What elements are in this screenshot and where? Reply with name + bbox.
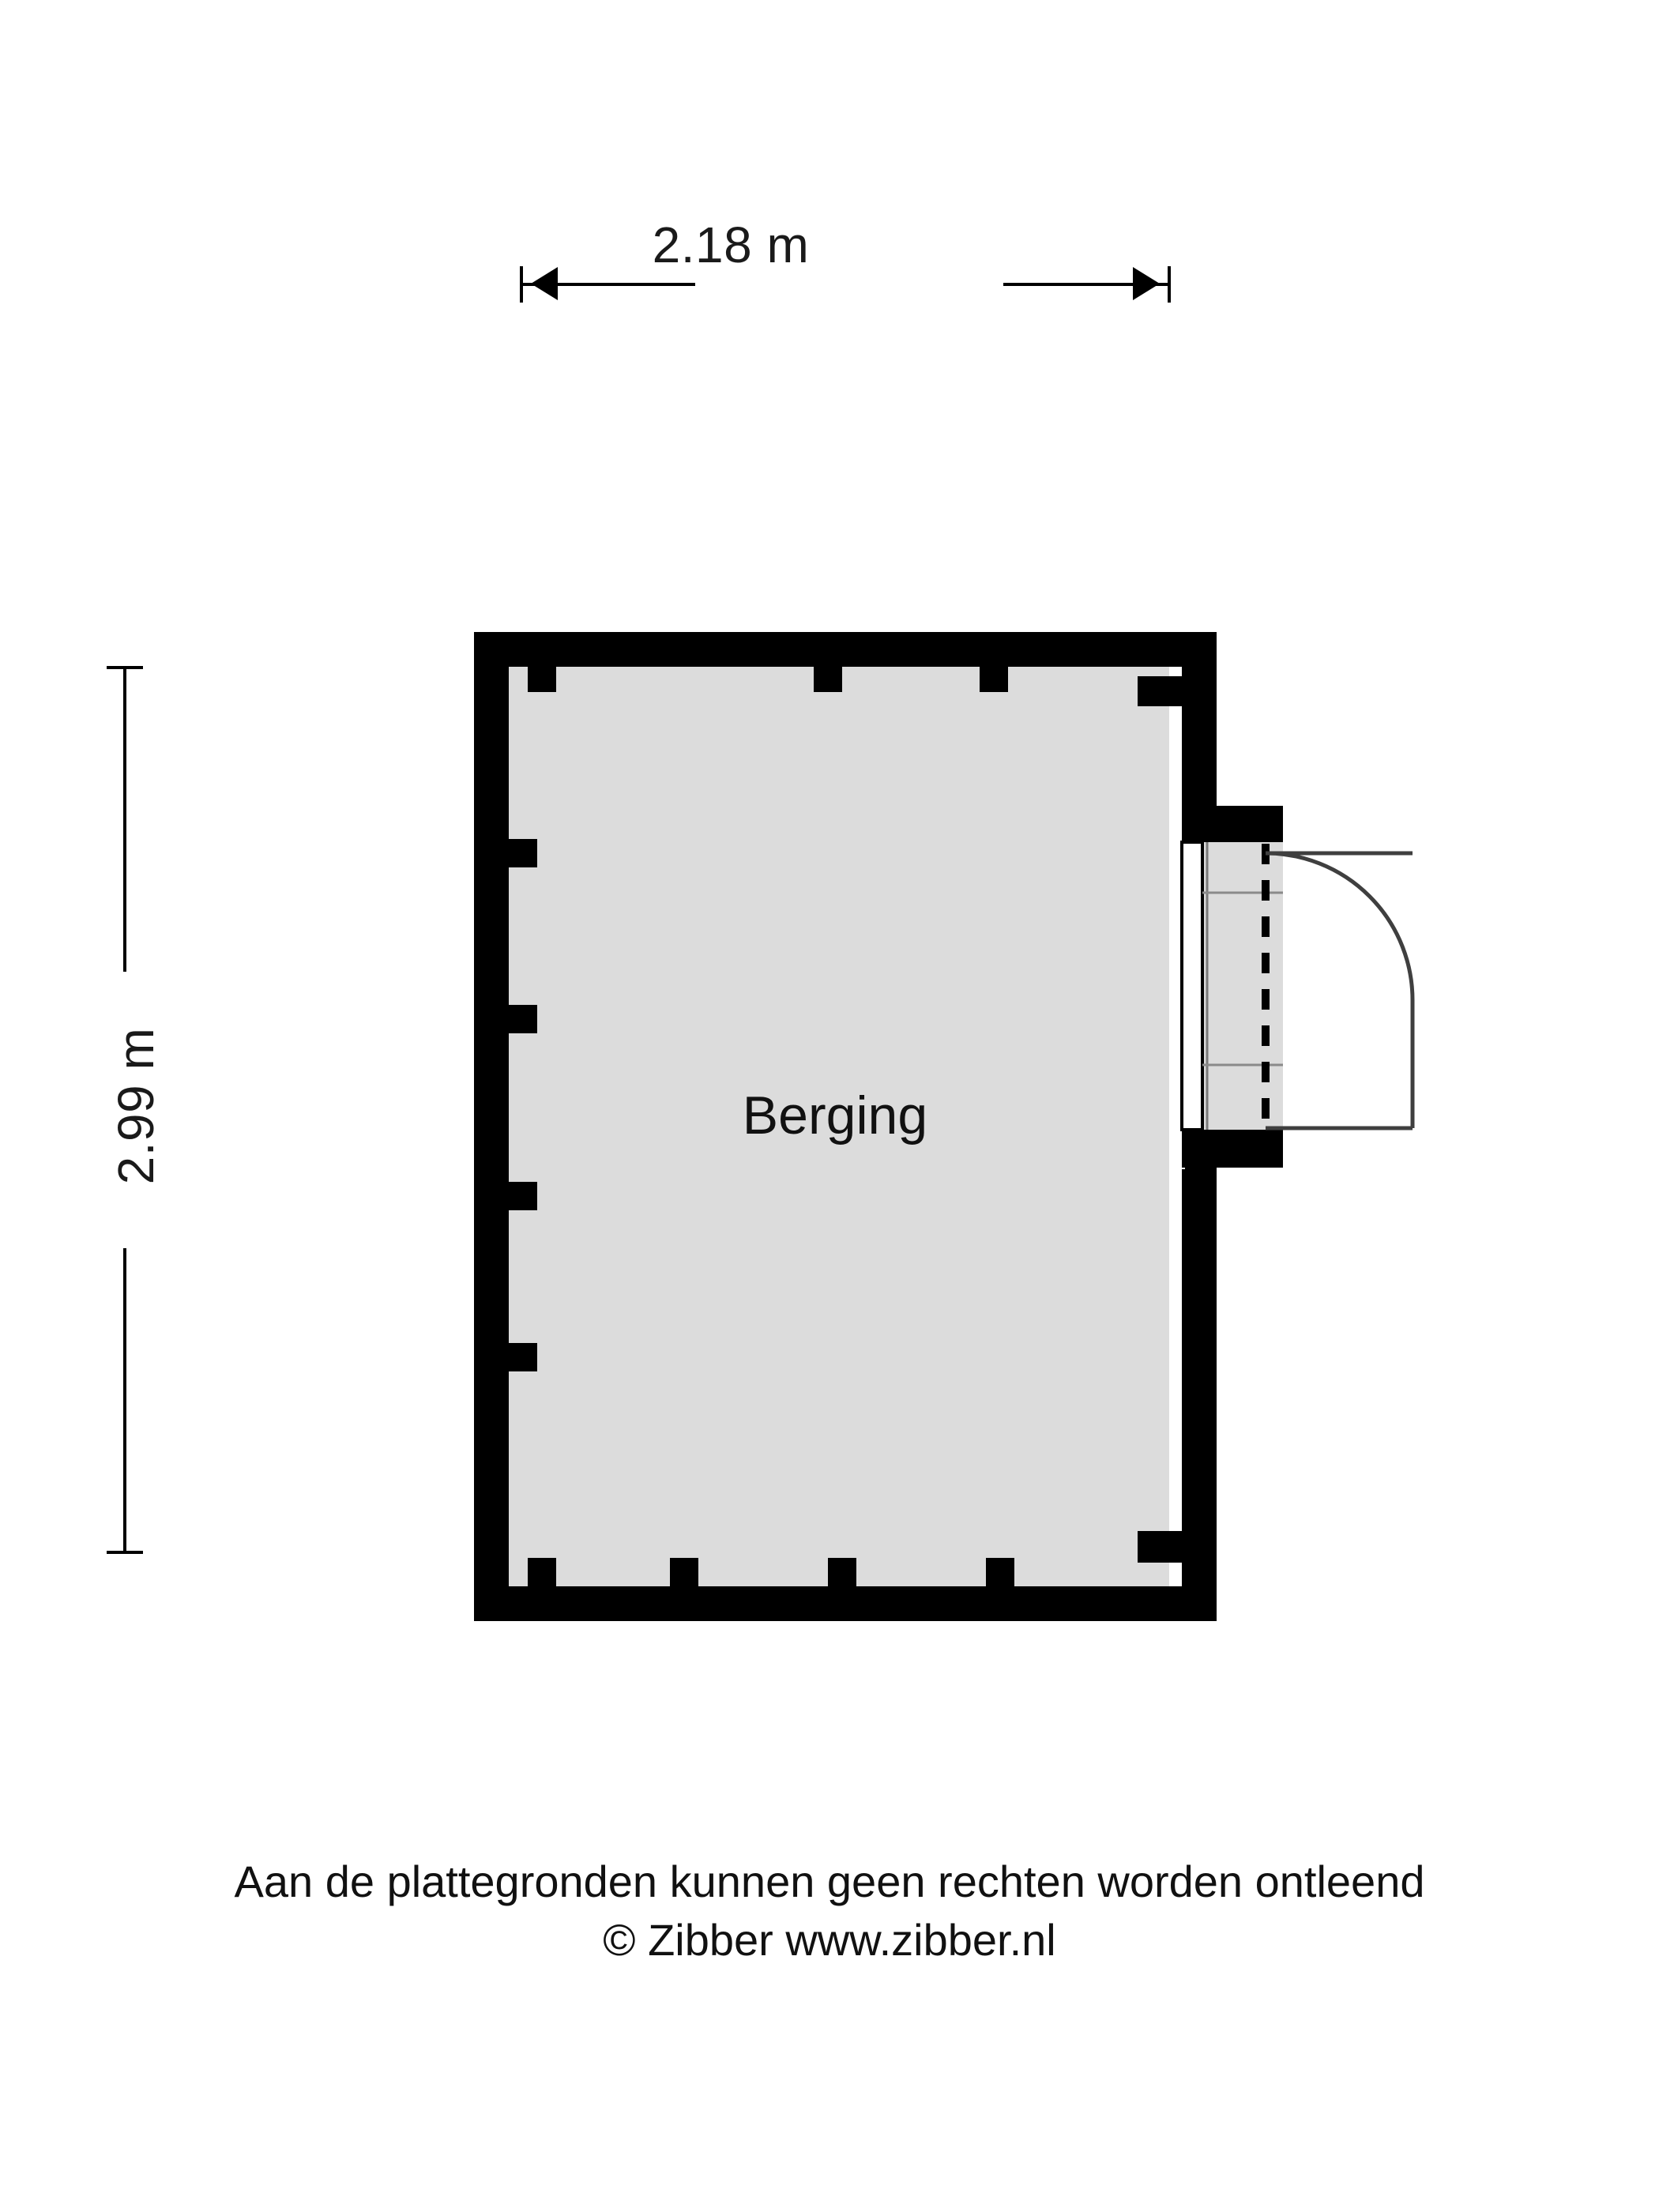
dimension-top-label: 2.18 m — [652, 216, 810, 273]
wall-left — [474, 632, 509, 1621]
wall-nub-top-1 — [528, 667, 556, 692]
footer-disclaimer: Aan de plattegronden kunnen geen rechten worden ontleend — [234, 1856, 1425, 1906]
wall-nub-top-right — [1138, 676, 1183, 706]
dimension-left-label: 2.99 m — [107, 1027, 164, 1185]
wall-right-lower — [1182, 1169, 1217, 1621]
wall-nub-left-4 — [509, 1343, 537, 1371]
wall-right-upper — [1182, 632, 1217, 830]
wall-nub-left-1 — [509, 839, 537, 867]
room-label-berging: Berging — [742, 1085, 928, 1146]
footer — [0, 1853, 1659, 1969]
wall-nub-bottom-1 — [528, 1558, 556, 1586]
wall-nub-bottom-4 — [986, 1558, 1014, 1586]
wall-nub-top-2 — [814, 667, 842, 692]
wall-top — [474, 632, 1217, 667]
wall-nub-left-3 — [509, 1182, 537, 1210]
door-swing-arc — [1266, 853, 1413, 1128]
footer-copyright: © Zibber www.zibber.nl — [603, 1914, 1056, 1965]
wall-nub-bottom-right — [1138, 1531, 1183, 1563]
wall-nub-top-3 — [980, 667, 1008, 692]
wall-nub-left-2 — [509, 1005, 537, 1033]
wall-nub-bottom-3 — [828, 1558, 856, 1586]
door-frame-inner — [1182, 842, 1202, 1130]
wall-nub-bottom-2 — [670, 1558, 698, 1586]
wall-bottom — [474, 1586, 1217, 1621]
